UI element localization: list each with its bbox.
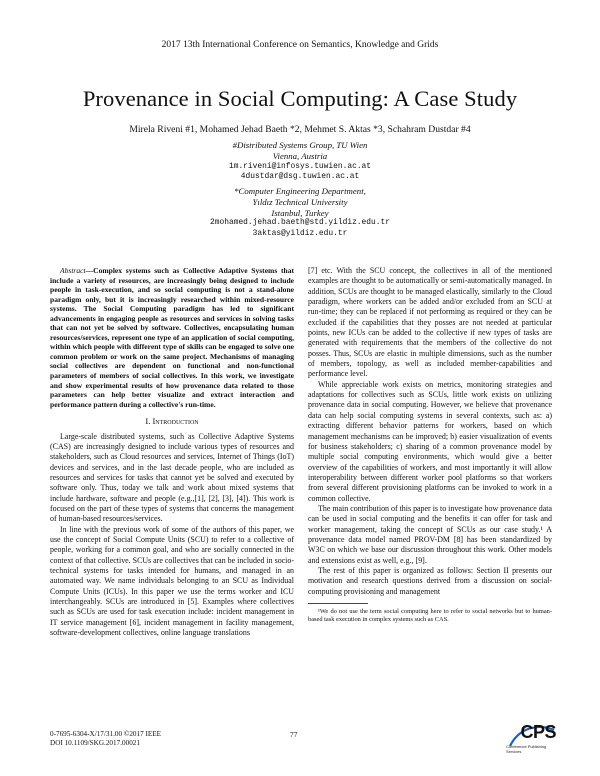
conference-header: 2017 13th International Conference on Semantics, Knowledge and Grids [161, 40, 439, 50]
author-list: Mirela Riveni #1, Mohamed Jehad Baeth *2, Mehmet S. Aktas *3, Schahram Dustdar #4 [129, 124, 471, 135]
affiliation-1 [0, 140, 600, 183]
affiliation-1-city: Vienna, Austria [272, 150, 328, 161]
right-paragraph-1: [7] etc. With the SCU concept, the collectives in all of the mentioned examples are thought to be automatically or semi-automatically managed. In addition, SCUs are thought to be managed elastically, similarly to the Cloud paradigm, where workers can be added and/or excluded from an SCU at run-time; they can be replaced if not performing as required or they can be excluded if the capabilities that they posses are not needed at particular points, new ICUs can be added to the collective if new types of tasks are generated with requirements that the members of the collective do not posses. Thus, SCUs are elastic in multiple dimensions, such as the number of members, topology, as well as included member-capabilities and performance level. [308, 266, 552, 379]
affiliation-2 [0, 186, 600, 240]
right-paragraph-2: While appreciable work exists on metrics, monitoring strategies and adaptations for collectives such as SCUs, little work exists on utilizing provenance data in social computing. However, we believe that provenance data can help social computing systems in several contexts, such as: a) extracting different behavior patterns for workers, based on which management mechanisms can be improved; b) easier visualization of events for business stakeholders; c) sharing of a common provenance model by multiple social computing environments, which would give a better overview of the capabilities of workers, and most importantly it will allow interoperability between different worker pool platforms so that workers from several different provisioning platforms can be invoked to work in a common collective. [308, 379, 552, 503]
footnote-divider [308, 603, 368, 604]
affiliation-2-email-2: 3aktas@yildiz.edu.tr [252, 229, 348, 239]
abstract [50, 266, 294, 409]
intro-paragraph-1: Large-scale distributed systems, such as Collective Adaptive Systems (CAS) are increasingly designed to include various types of resources and stakeholders, such as Cloud resources and services, Internet of Things (IoT) devices and services, and in the last decade people, who are included as resources and services for tasks that cannot yet be solved and executed by software only. Thus, today we talk and work about mixed systems that include hardware, software and people (e.g.,[1], [2], [3], [4]). This work is focused on the part of these types of systems that concerns the management of human-based resources/services. [50, 431, 294, 524]
right-paragraph-4: The rest of this paper is organized as follows: Section II presents our motivation and research questions derived from a discussion on social-computing provisioning and management [308, 565, 552, 596]
affiliation-2-university: Yıldız Technical University [252, 196, 348, 207]
abstract-label: Abstract [60, 266, 86, 275]
cps-logo [506, 720, 556, 754]
affiliation-1-email-1: 1m.riveni@infosys.tuwien.ac.at [228, 161, 372, 171]
affiliation-2-city: Istanbul, Turkey [271, 207, 329, 218]
footer-isbn: 0-7695-6304-X/17/31.00 ©2017 IEEE [50, 730, 162, 738]
right-column [308, 266, 552, 624]
footer-publication-info [50, 730, 161, 748]
affiliation-2-email-1: 2mohamed.jehad.baeth@std.yildiz.edu.tr [210, 218, 390, 228]
cps-logo-text: CPS [520, 722, 556, 742]
section-heading-introduction: I. Introduction [145, 416, 199, 427]
abstract-text: —Complex systems such as Collective Adaptive Systems that include a variety of resources, are increasingly being designed to include people in task-execution, and so social computing is not a stand-alone paradigm only, but it is increasingly researched within mixed-resource systems. The Social Computing paradigm has led to significant advancements in engaging people as resources and services in solving tasks that can not yet be solved by software. Collectives, encapsulating human resources/services, represent one type of an application of social computing, within which people with different type of skills can be engaged to solve one common problem or work on the same project. Mechanisms of managing social collectives are dependent on functional and non-functional parameters of members of social collectives. In this work, we investigate and show experimental results of how provenance data related to those parameters can help better visualize and extract interaction and performance pattern during a collective's run-time. [50, 266, 294, 409]
affiliation-2-name: *Computer Engineering Department, [234, 186, 366, 196]
paper-title: Provenance in Social Computing: A Case Study [82, 86, 518, 111]
page-number: 77 [290, 730, 298, 739]
cps-logo-subtitle: Conference Publishing Services [506, 744, 547, 754]
footer-doi: DOI 10.1109/SKG.2017.00021 [50, 739, 140, 747]
footnote: ¹We do not use the term social computing here to refer to social networks but to human-based task execution in complex systems such as CAS. [308, 608, 552, 623]
affiliation-1-email-2: 4dustdar@dsg.tuwien.ac.at [240, 172, 360, 182]
right-paragraph-3: The main contribution of this paper is to investigate how provenance data can be used in social computing and the benefits it can offer for task and worker management, taking the concept of SCUs as our case study.¹ A provenance data model named PROV-DM [8] has been standardized by W3C on which we base our discussion throughout this work. Other models and extensions exist as well, e.g., [9]. [308, 503, 552, 565]
intro-paragraph-2: In line with the previous work of some of the authors of this paper, we use the concept of Social Compute Units (SCU) to refer to a collective of people, working for a common goal, and who are socially connected in the context of that collective. SCUs are collectives that can be included in socio-technical systems for tasks intended for humans, and managed in an automated way. We name individuals belonging to an SCU as Individual Compute Units (ICUs). In this paper we use the terms worker and ICU interchangeably. SCUs are introduced in [5]. Examples where collectives such as SCUs are used for task execution include: incident management in IT service management [6], incident management in facility management, software-development collectives, online language translations [50, 524, 294, 638]
affiliation-1-name: #Distributed Systems Group, TU Wien [232, 140, 368, 150]
left-column [50, 266, 294, 638]
